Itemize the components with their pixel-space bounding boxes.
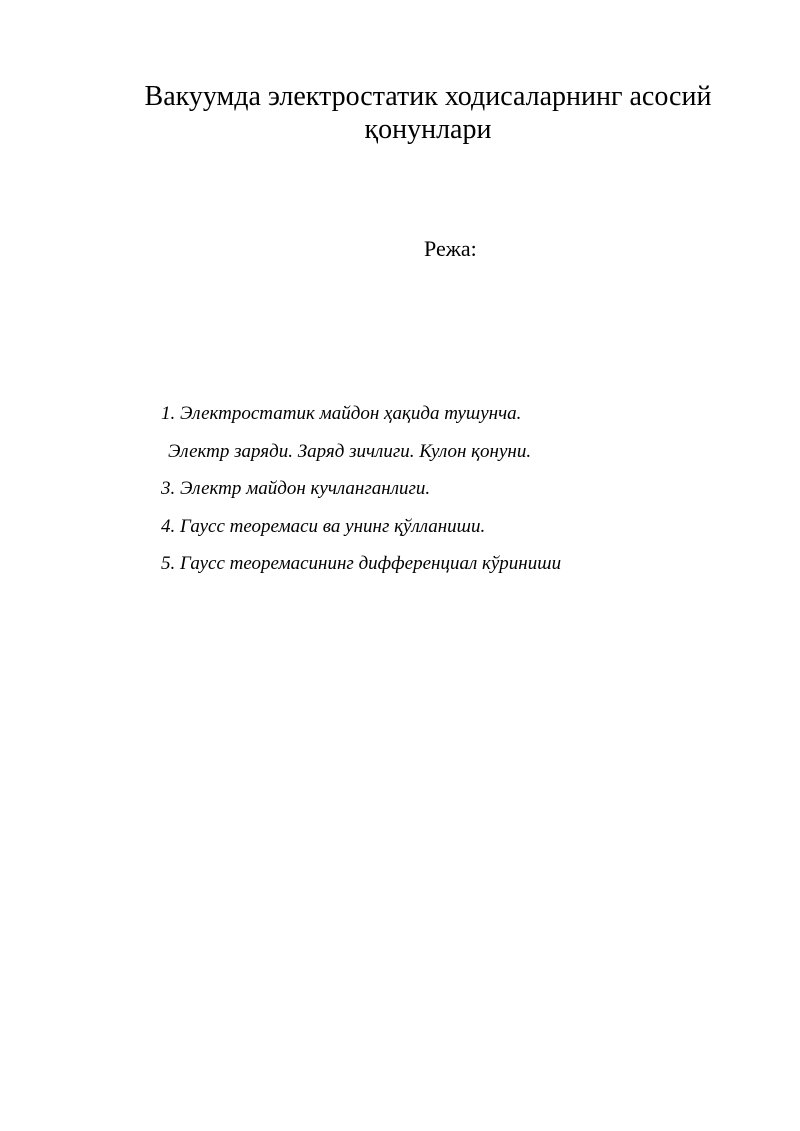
plan-heading: Режа:: [424, 236, 477, 261]
plan-item: 3. Электр майдон кучланганлиги.: [161, 478, 431, 499]
plan-item: 5. Гаусс теоремасининг дифференциал кўриниши: [161, 553, 562, 574]
plan-item: 4. Гаусс теоремаси ва унинг қўлланиши.: [161, 515, 486, 537]
title-line-2: қонунлари: [364, 114, 492, 145]
document-title: [128, 80, 728, 146]
plan-list: [161, 400, 561, 588]
title-line-1: Вакуумда электростатик ходисаларнинг асосий: [144, 81, 712, 112]
plan-item: Электр заряди. Заряд зичлиги. Кулон қонуни.: [168, 440, 532, 462]
plan-item: 1. Электростатик майдон ҳақида тушунча.: [161, 403, 522, 424]
